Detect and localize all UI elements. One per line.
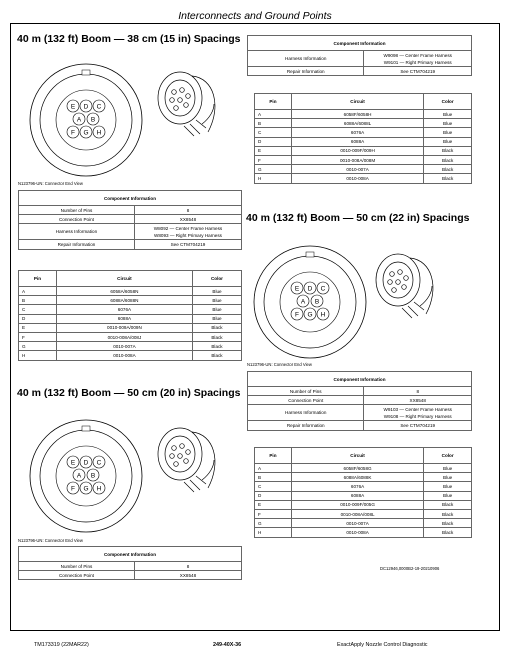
pin-cell: G bbox=[255, 165, 292, 174]
section-title-20in: 40 m (132 ft) Boom — 50 cm (20 in) Spacings bbox=[17, 387, 241, 399]
connector-pins bbox=[67, 456, 105, 494]
circuit-cell: 6058F/6058H bbox=[291, 110, 423, 119]
circuit-cell: 6088A bbox=[56, 314, 192, 323]
pin-label: A bbox=[76, 116, 82, 124]
pin-label: D bbox=[83, 459, 89, 467]
color-cell: Blue bbox=[192, 305, 241, 314]
pin-label: B bbox=[90, 472, 96, 480]
connector-pins bbox=[67, 100, 105, 138]
col-header-pin: Pin bbox=[255, 448, 292, 464]
pin-cell: D bbox=[255, 491, 292, 500]
footer-product: ExactApply Nozzle Control Diagnostic bbox=[337, 642, 428, 648]
color-cell: Blue bbox=[424, 482, 472, 491]
table-row bbox=[255, 119, 472, 128]
harness-line: W9101 — Right Primary Harness bbox=[383, 59, 452, 65]
table-row bbox=[19, 351, 242, 360]
repair-label: Repair Information bbox=[19, 240, 135, 249]
circuit-cell: 0010-008A bbox=[291, 528, 423, 537]
connector-side-view bbox=[158, 428, 215, 492]
col-header-color: Color bbox=[192, 271, 241, 287]
component-info-table-22in bbox=[247, 371, 472, 431]
footer-page-number: 249-40X-36 bbox=[213, 642, 242, 648]
circuit-cell: 6076A bbox=[291, 482, 423, 491]
right-border bbox=[499, 23, 500, 631]
pin-cell: C bbox=[255, 482, 292, 491]
repair-value: See CTM704219 bbox=[364, 421, 472, 430]
color-cell: Black bbox=[192, 351, 241, 360]
table-row bbox=[19, 287, 242, 296]
figure-caption: N123796-UN: Connector End View bbox=[18, 538, 83, 543]
pin-label: F bbox=[71, 485, 75, 493]
harness-label: Harness Information bbox=[248, 405, 364, 421]
harness-label: Harness Information bbox=[248, 51, 364, 67]
left-border bbox=[10, 23, 11, 631]
color-cell: Black bbox=[424, 146, 472, 155]
repair-label: Repair Information bbox=[248, 421, 364, 430]
table-row bbox=[19, 332, 242, 341]
color-cell: Blue bbox=[424, 128, 472, 137]
connection-label: Connection Point bbox=[19, 215, 135, 224]
circuit-cell: 6058F/6058G bbox=[291, 464, 423, 473]
connection-label: Connection Point bbox=[19, 571, 135, 580]
pin-label: B bbox=[314, 298, 320, 306]
pin-label: C bbox=[320, 285, 326, 293]
table-row bbox=[255, 128, 472, 137]
harness-line: W8093 — Right Primary Harness bbox=[154, 232, 222, 238]
circuit-cell: 0010-007A bbox=[56, 342, 192, 351]
color-cell: Blue bbox=[192, 314, 241, 323]
page-title: Interconnects and Ground Points bbox=[178, 10, 332, 22]
pin-table-38cm-right bbox=[254, 93, 472, 184]
table-row bbox=[255, 491, 472, 500]
title-rule bbox=[10, 23, 500, 24]
connector-side-view bbox=[158, 72, 215, 136]
pin-cell: E bbox=[255, 146, 292, 155]
table-row bbox=[19, 314, 242, 323]
color-cell: Black bbox=[192, 332, 241, 341]
color-cell: Black bbox=[424, 500, 472, 509]
color-cell: Blue bbox=[424, 491, 472, 500]
color-cell: Blue bbox=[192, 296, 241, 305]
pin-label: H bbox=[96, 485, 102, 493]
col-header-circuit: Circuit bbox=[56, 271, 192, 287]
col-header-color: Color bbox=[424, 94, 472, 110]
connection-value: XX8548 bbox=[134, 215, 241, 224]
harness-value bbox=[364, 405, 472, 421]
section-title-38cm: 40 m (132 ft) Boom — 38 cm (15 in) Spacings bbox=[17, 33, 241, 45]
circuit-cell: 6088A/6088K bbox=[291, 473, 423, 482]
pin-label: G bbox=[83, 129, 89, 137]
table-row bbox=[255, 146, 472, 155]
pin-label: F bbox=[295, 311, 299, 319]
pin-cell: H bbox=[255, 174, 292, 183]
table-row bbox=[255, 528, 472, 537]
circuit-cell: 0010-008A/008M bbox=[291, 155, 423, 164]
pin-cell: B bbox=[19, 296, 57, 305]
footer-doc-id: TM173319 (22MAR22) bbox=[34, 642, 89, 648]
connection-value: XX8548 bbox=[134, 571, 241, 580]
table-row bbox=[255, 509, 472, 518]
harness-line: W8092 — Center Frame Harness bbox=[153, 225, 223, 231]
pin-label: D bbox=[307, 285, 313, 293]
harness-line: W9098 — Center Frame Harness bbox=[383, 52, 452, 58]
table-row bbox=[255, 155, 472, 164]
circuit-cell: 0010-007A bbox=[291, 165, 423, 174]
harness-value bbox=[134, 224, 241, 240]
pin-cell: A bbox=[255, 110, 292, 119]
pin-label: C bbox=[96, 459, 102, 467]
table-row bbox=[19, 342, 242, 351]
connector-figure-22in bbox=[250, 242, 482, 364]
table-row bbox=[19, 323, 242, 332]
circuit-cell: 6076A bbox=[56, 305, 192, 314]
circuit-cell: 0010-007A bbox=[291, 519, 423, 528]
pin-label: E bbox=[294, 285, 300, 293]
pin-cell: D bbox=[255, 137, 292, 146]
table-row bbox=[255, 482, 472, 491]
circuit-cell: 0010-008A bbox=[291, 174, 423, 183]
color-cell: Blue bbox=[424, 110, 472, 119]
connector-side-view bbox=[376, 254, 433, 318]
circuit-cell: 0010-009F/005G bbox=[291, 500, 423, 509]
circuit-cell: 6088A bbox=[291, 137, 423, 146]
pin-label: G bbox=[307, 311, 313, 319]
table-row bbox=[255, 137, 472, 146]
pin-label: A bbox=[300, 298, 306, 306]
figure-caption: N123796-UN: Connector End View bbox=[247, 362, 312, 367]
table-row bbox=[255, 165, 472, 174]
circuit-cell: 6088A/6088N bbox=[56, 296, 192, 305]
pins-value: 8 bbox=[134, 562, 241, 571]
color-cell: Blue bbox=[424, 137, 472, 146]
pin-cell: E bbox=[255, 500, 292, 509]
pin-cell: E bbox=[19, 323, 57, 332]
repair-value: See CTM704219 bbox=[134, 240, 241, 249]
pin-cell: B bbox=[255, 473, 292, 482]
circuit-cell: 6058A/6058N bbox=[56, 287, 192, 296]
connector-figure-38cm bbox=[18, 58, 248, 182]
color-cell: Black bbox=[424, 155, 472, 164]
pin-label: F bbox=[71, 129, 75, 137]
pin-cell: H bbox=[19, 351, 57, 360]
pin-cell: A bbox=[255, 464, 292, 473]
table-header: Component Information bbox=[248, 372, 472, 387]
table-row bbox=[255, 500, 472, 509]
pin-label: G bbox=[83, 485, 89, 493]
harness-line: W9108 — Right Primary Harness bbox=[383, 413, 452, 419]
circuit-cell: 0010-009A/009N bbox=[56, 323, 192, 332]
circuit-cell: 0010-008A/008L bbox=[291, 509, 423, 518]
pin-cell: C bbox=[19, 305, 57, 314]
pin-label: C bbox=[96, 103, 102, 111]
circuit-cell: 0010-008A/008J bbox=[56, 332, 192, 341]
pin-label: A bbox=[76, 472, 82, 480]
pin-label: H bbox=[320, 311, 326, 319]
table-row bbox=[255, 174, 472, 183]
harness-label: Harness Information bbox=[19, 224, 135, 240]
connector-end-view bbox=[254, 246, 366, 358]
pin-cell: G bbox=[19, 342, 57, 351]
harness-value bbox=[364, 51, 472, 67]
section-title-22in: 40 m (132 ft) Boom — 50 cm (22 in) Spacings bbox=[246, 212, 470, 224]
table-header: Component Information bbox=[248, 36, 472, 51]
table-row bbox=[19, 296, 242, 305]
color-cell: Blue bbox=[424, 464, 472, 473]
color-cell: Black bbox=[192, 342, 241, 351]
col-header-circuit: Circuit bbox=[291, 94, 423, 110]
connector-figure-20in bbox=[18, 414, 248, 538]
pin-cell: B bbox=[255, 119, 292, 128]
pin-cell: G bbox=[255, 519, 292, 528]
pin-label: H bbox=[96, 129, 102, 137]
connector-pins bbox=[291, 282, 329, 320]
harness-line: W9103 — Center Frame Harness bbox=[383, 406, 452, 412]
circuit-cell: 6088A/6088L bbox=[291, 119, 423, 128]
pins-label: Number of Pins bbox=[19, 562, 135, 571]
pin-label: B bbox=[90, 116, 96, 124]
component-info-table-38cm-right bbox=[247, 35, 472, 76]
color-cell: Blue bbox=[192, 287, 241, 296]
pin-cell: F bbox=[19, 332, 57, 341]
table-row bbox=[255, 464, 472, 473]
col-header-color: Color bbox=[424, 448, 472, 464]
circuit-cell: 0010-009F/009H bbox=[291, 146, 423, 155]
pin-table-38cm-left bbox=[18, 270, 242, 361]
table-row bbox=[19, 305, 242, 314]
color-cell: Black bbox=[424, 519, 472, 528]
component-info-table-38cm-left bbox=[18, 190, 242, 250]
document-code: DC12946,0000B2-19-20210906 bbox=[380, 566, 440, 571]
footer-rule bbox=[10, 630, 500, 631]
connection-value: XX8548 bbox=[364, 396, 472, 405]
figure-caption: N123796-UN: Connector End View bbox=[18, 181, 83, 186]
pins-label: Number of Pins bbox=[248, 387, 364, 396]
table-row bbox=[255, 110, 472, 119]
color-cell: Blue bbox=[424, 473, 472, 482]
color-cell: Black bbox=[424, 174, 472, 183]
col-header-pin: Pin bbox=[19, 271, 57, 287]
pin-cell: A bbox=[19, 287, 57, 296]
table-row bbox=[255, 473, 472, 482]
pin-table-22in bbox=[254, 447, 472, 538]
pin-cell: H bbox=[255, 528, 292, 537]
pin-label: D bbox=[83, 103, 89, 111]
col-header-pin: Pin bbox=[255, 94, 292, 110]
pin-cell: D bbox=[19, 314, 57, 323]
col-header-circuit: Circuit bbox=[291, 448, 423, 464]
table-header: Component Information bbox=[19, 191, 242, 206]
color-cell: Black bbox=[424, 509, 472, 518]
table-header: Component Information bbox=[19, 547, 242, 562]
color-cell: Black bbox=[424, 528, 472, 537]
table-row bbox=[255, 519, 472, 528]
circuit-cell: 0010-008A bbox=[56, 351, 192, 360]
color-cell: Blue bbox=[424, 119, 472, 128]
circuit-cell: 6076A bbox=[291, 128, 423, 137]
pin-cell: F bbox=[255, 155, 292, 164]
pin-cell: C bbox=[255, 128, 292, 137]
connection-label: Connection Point bbox=[248, 396, 364, 405]
pins-value: 8 bbox=[364, 387, 472, 396]
connector-end-view bbox=[30, 64, 142, 176]
repair-label: Repair Information bbox=[248, 67, 364, 76]
color-cell: Black bbox=[424, 165, 472, 174]
component-info-table-20in bbox=[18, 546, 242, 580]
pin-label: E bbox=[70, 459, 76, 467]
circuit-cell: 6088A bbox=[291, 491, 423, 500]
pins-value: 8 bbox=[134, 206, 241, 215]
pin-label: E bbox=[70, 103, 76, 111]
pin-cell: F bbox=[255, 509, 292, 518]
connector-end-view bbox=[30, 420, 142, 532]
color-cell: Black bbox=[192, 323, 241, 332]
pins-label: Number of Pins bbox=[19, 206, 135, 215]
repair-value: See CTM704219 bbox=[364, 67, 472, 76]
